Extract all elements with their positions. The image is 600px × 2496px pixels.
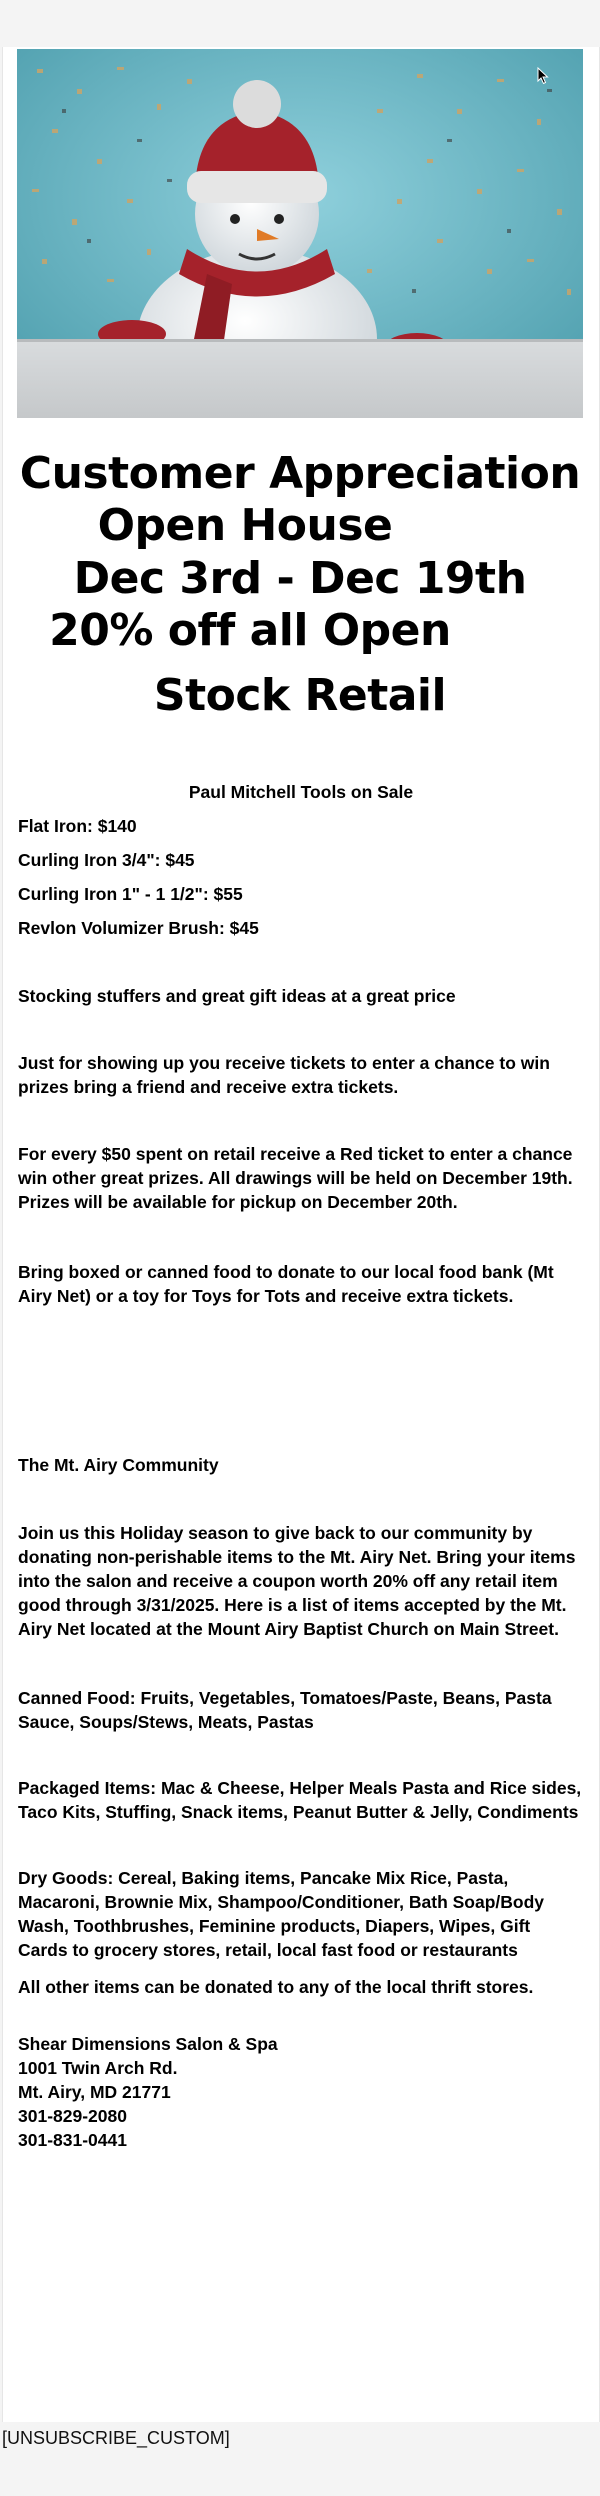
salon-name: Shear Dimensions Salon & Spa	[18, 2034, 278, 2054]
tickets-text: Just for showing up you receive tickets to enter a chance to win prizes bring a friend and receive extra tickets.	[18, 1053, 550, 1097]
salon-street: 1001 Twin Arch Rd.	[18, 2058, 178, 2078]
thrift-stores-text: All other items can be donated to any of the local thrift stores.	[18, 1977, 534, 1997]
salon-phone-2[interactable]: 301-831-0441	[18, 2130, 127, 2150]
community-heading: The Mt. Airy Community	[18, 1455, 219, 1475]
canned-food-text: Canned Food: Fruits, Vegetables, Tomatoes/Paste, Beans, Pasta Sauce, Soups/Stews, Meats, Pastas	[18, 1688, 552, 1732]
salon-city: Mt. Airy, MD 21771	[18, 2082, 171, 2102]
food-drive-text: Bring boxed or canned food to donate to our local food bank (Mt Airy Net) or a toy for Toys for Tots and receive extra tickets.	[18, 1262, 554, 1306]
red-ticket-text: For every $50 spent on retail receive a Red ticket to enter a chance win other great prizes. All drawings will be held on December 19th. Prizes will be available for pickup on December 20th.	[18, 1144, 573, 1212]
sale-item-curling-iron-small: Curling Iron 3/4": $45	[18, 850, 195, 870]
sale-item-flat-iron: Flat Iron: $140	[18, 816, 137, 836]
sale-item-curling-iron-large: Curling Iron 1" - 1 1/2": $55	[18, 884, 243, 904]
headline-line-4: 20% off all Open	[49, 605, 451, 656]
snowman-illustration	[17, 49, 583, 418]
salon-phone-1[interactable]: 301-829-2080	[18, 2106, 127, 2126]
sale-heading: Paul Mitchell Tools on Sale	[188, 782, 414, 802]
stocking-stuffers-text: Stocking stuffers and great gift ideas at a great price	[18, 986, 456, 1006]
community-intro-text: Join us this Holiday season to give back to our community by donating non-perishable items to the Mt. Airy Net. Bring your items into the salon and receive a coupon worth 20% off any retail item good through 3/31/2025. Here is a list of items accepted by the Mt. Airy Net located at the Mount Airy Baptist Church on Main Street.	[18, 1523, 576, 1639]
headline-line-2: Open House	[97, 500, 393, 551]
dry-goods-text: Dry Goods: Cereal, Baking items, Pancake Mix Rice, Pasta, Macaroni, Brownie Mix, Shampoo/Conditioner, Bath Soap/Body Wash, Toothbrushes, Feminine products, Diapers, Wipes, Gift Cards to grocery stores, retail, local fast food or restaurants	[18, 1868, 545, 1960]
headline-line-3: Dec 3rd - Dec 19th	[73, 553, 527, 604]
packaged-items-text: Packaged Items: Mac & Cheese, Helper Meals Pasta and Rice sides, Taco Kits, Stuffing, Snack items, Peanut Butter & Jelly, Condiments	[18, 1778, 582, 1822]
headline-line-1: Customer Appreciation	[19, 448, 581, 499]
unsubscribe-link[interactable]: [UNSUBSCRIBE_CUSTOM]	[2, 2428, 230, 2448]
headline-line-5: Stock Retail	[153, 670, 447, 721]
sale-item-volumizer-brush: Revlon Volumizer Brush: $45	[18, 918, 259, 938]
hero-image	[17, 49, 583, 418]
mouse-cursor-icon	[537, 67, 549, 90]
